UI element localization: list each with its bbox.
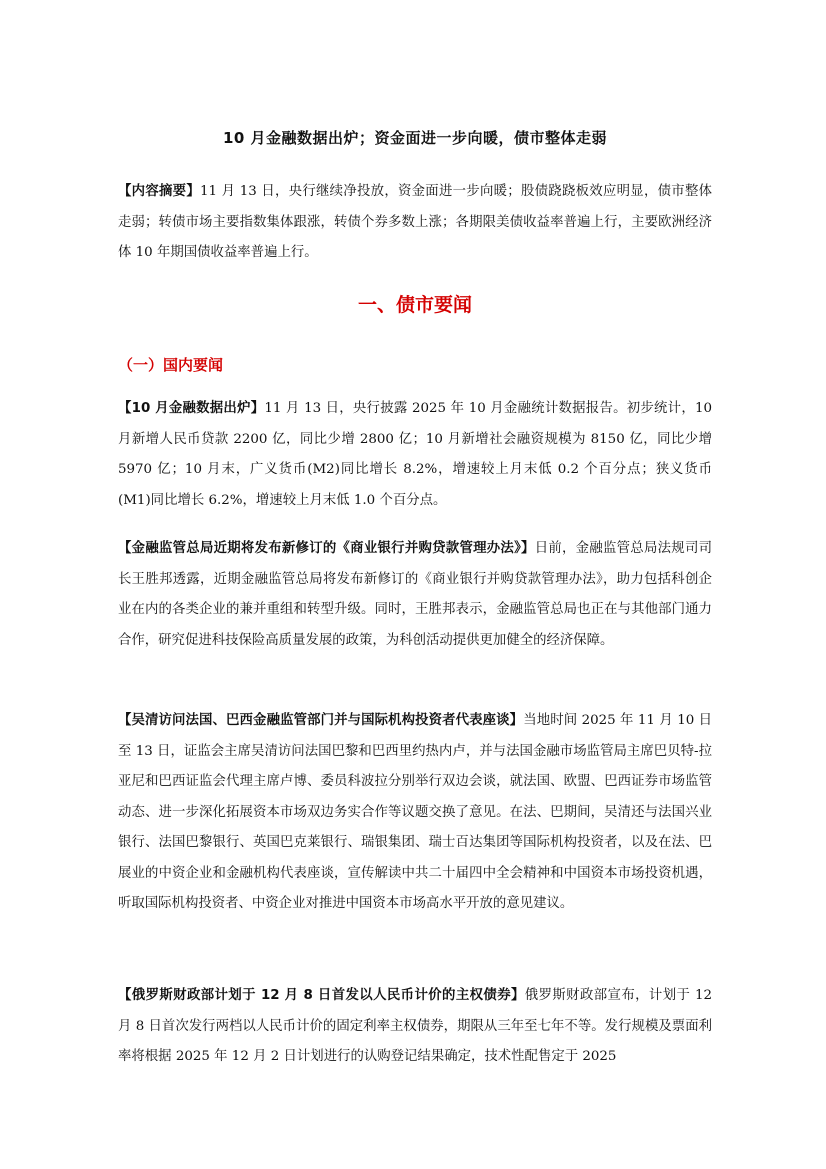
document-title: 10 月金融数据出炉；资金面进一步向暖，债市整体走弱 — [222, 129, 608, 147]
news-item — [118, 981, 712, 1073]
section-heading: 一、债市要闻 — [357, 294, 472, 316]
news-item-title: 【吴清访问法国、巴西金融监管部门并与国际机构投资者代表座谈】 — [118, 713, 524, 728]
news-item-title: 【金融监管总局近期将发布新修订的《商业银行并购贷款管理办法》】 — [118, 541, 535, 556]
news-item — [118, 706, 712, 920]
news-item — [118, 394, 712, 516]
news-item-text: 当地时间 2025 年 11 月 10 日至 13 日，证监会主席吴清访问法国巴黎和巴西里约热内卢，并与法国金融市场监管局主席巴贝特-拉亚尼和巴西证监会代理主席卢博、委员科波拉分别举行双边会谈，就法国、欧盟、巴西证券市场监管动态、进一步深化拓展资本市场双边务实合作等议题交换了意见。在法、巴期间，吴清还与法国兴业银行、法国巴黎银行、英国巴克莱银行、瑞银集团、瑞士百达集团等国际机构投资者，以及在法、巴展业的中资企业和金融机构代表座谈，宣传解读中共二十届四中全会精神和中国资本市场投资机遇，听取国际机构投资者、中资企业对推进中国资本市场高水平开放的意见建议。 — [118, 713, 713, 911]
news-item-text: 11 月 13 日，央行披露 2025 年 10 月金融统计数据报告。初步统计，10 月新增人民币贷款 2200 亿，同比少增 2800 亿；10 月新增社会融资规模为 8150 亿，同比少增 5970 亿；10 月末，广义货币(M2)同比增长 8.2%，增速较上月末低 0.2 个百分点；狭义货币(M1)同比增长 6.2%，增速较上月末低 1.0 个百分点。 — [118, 401, 713, 508]
summary-text: 11 月 13 日，央行继续净投放，资金面进一步向暖；股债跷跷板效应明显，债市整体走弱；转债市场主要指数集体跟涨，转债个券多数上涨；各期限美债收益率普遍上行，主要欧洲经济体 10 年期国债收益率普遍上行。 — [118, 184, 712, 260]
summary-paragraph — [118, 177, 712, 269]
news-item-text: 俄罗斯财政部宣布，计划于 12 月 8 日首次发行两档以人民币计价的固定利率主权债券，期限从三年至七年不等。发行规模及票面利率将根据 2025 年 12 月 2 日计划进行的认购登记结果确定，技术性配售定于 2025 — [118, 988, 712, 1064]
news-item-title: 【10 月金融数据出炉】 — [118, 401, 265, 416]
news-item-text: 日前，金融监管总局法规司司长王胜邦透露，近期金融监管总局将发布新修订的《商业银行并购贷款管理办法》，助力包括科创企业在内的各类企业的兼并重组和转型升级。同时，王胜邦表示，金融监管总局也正在与其他部门通力合作，研究促进科技保险高质量发展的政策，为科创活动提供更加健全的经济保障。 — [118, 541, 712, 648]
news-item — [118, 534, 712, 656]
subsection-heading: （一）国内要闻 — [118, 356, 224, 374]
summary-lead: 【内容摘要】 — [118, 184, 200, 199]
news-item-title: 【俄罗斯财政部计划于 12 月 8 日首发以人民币计价的主权债券】 — [118, 988, 525, 1003]
